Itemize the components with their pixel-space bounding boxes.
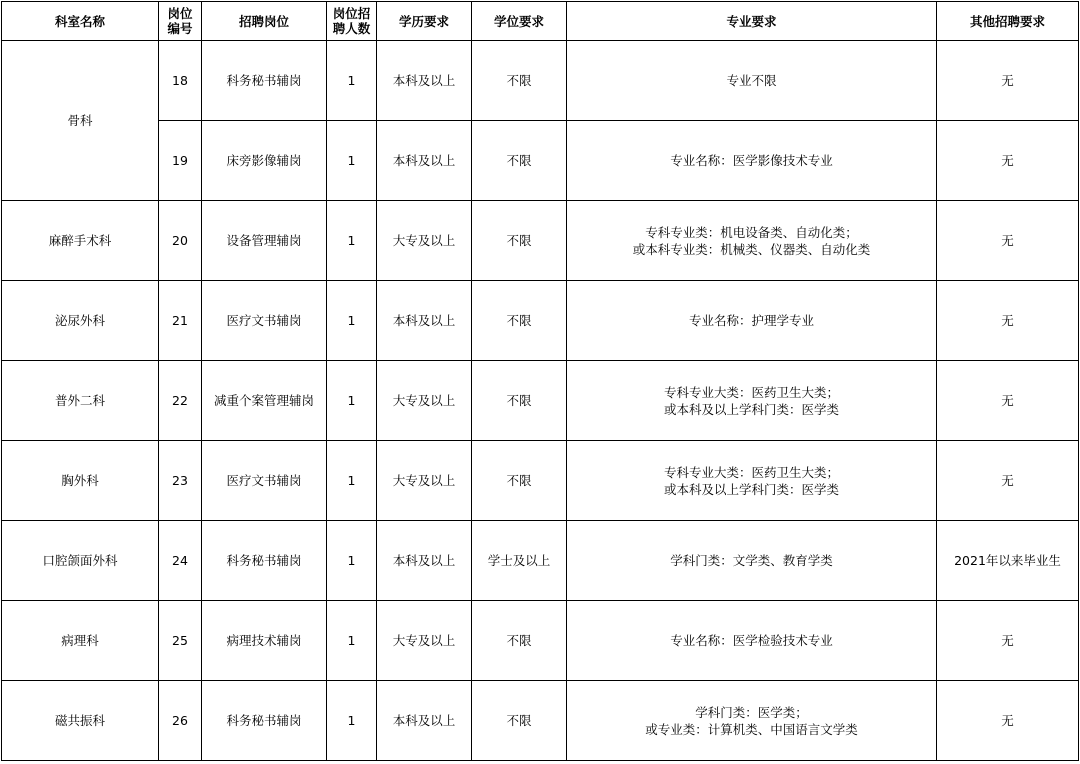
cell-code: 19 [159, 121, 202, 201]
cell-position: 医疗文书辅岗 [202, 441, 327, 521]
cell-count: 1 [327, 441, 377, 521]
table-row [2, 681, 1079, 761]
table-row [2, 121, 1079, 201]
cell-education: 大专及以上 [377, 601, 472, 681]
cell-degree: 不限 [472, 681, 567, 761]
cell-other: 无 [937, 441, 1079, 521]
cell-major: 专业名称：医学检验技术专业 [567, 601, 937, 681]
cell-degree: 不限 [472, 121, 567, 201]
cell-dept: 口腔颌面外科 [2, 521, 159, 601]
cell-other: 无 [937, 601, 1079, 681]
cell-education: 本科及以上 [377, 521, 472, 601]
cell-major: 专科专业大类：医药卫生大类； 或本科及以上学科门类：医学类 [567, 361, 937, 441]
cell-other: 无 [937, 281, 1079, 361]
cell-code: 20 [159, 201, 202, 281]
cell-code: 21 [159, 281, 202, 361]
cell-position: 科务秘书辅岗 [202, 681, 327, 761]
cell-education: 本科及以上 [377, 41, 472, 121]
cell-count: 1 [327, 681, 377, 761]
cell-position: 床旁影像辅岗 [202, 121, 327, 201]
cell-count: 1 [327, 361, 377, 441]
table-row [2, 41, 1079, 121]
cell-education: 大专及以上 [377, 361, 472, 441]
cell-other: 无 [937, 121, 1079, 201]
cell-dept: 胸外科 [2, 441, 159, 521]
cell-dept: 泌尿外科 [2, 281, 159, 361]
cell-dept: 病理科 [2, 601, 159, 681]
table-row [2, 601, 1079, 681]
cell-dept: 麻醉手术科 [2, 201, 159, 281]
cell-degree: 不限 [472, 441, 567, 521]
cell-count: 1 [327, 41, 377, 121]
header-row [2, 2, 1079, 41]
cell-education: 本科及以上 [377, 281, 472, 361]
header-dept: 科室名称 [2, 2, 159, 41]
cell-dept: 磁共振科 [2, 681, 159, 761]
cell-other: 无 [937, 681, 1079, 761]
cell-degree: 不限 [472, 281, 567, 361]
cell-code: 25 [159, 601, 202, 681]
cell-degree: 不限 [472, 41, 567, 121]
header-count: 岗位招 聘人数 [327, 2, 377, 41]
cell-code: 24 [159, 521, 202, 601]
cell-education: 大专及以上 [377, 201, 472, 281]
cell-major: 学科门类：文学类、教育学类 [567, 521, 937, 601]
table-row [2, 361, 1079, 441]
header-major: 专业要求 [567, 2, 937, 41]
recruitment-table [1, 1, 1079, 761]
cell-education: 大专及以上 [377, 441, 472, 521]
cell-major: 学科门类：医学类； 或专业类：计算机类、中国语言文学类 [567, 681, 937, 761]
cell-degree: 不限 [472, 201, 567, 281]
cell-education: 本科及以上 [377, 121, 472, 201]
header-education: 学历要求 [377, 2, 472, 41]
cell-other: 无 [937, 361, 1079, 441]
header-degree: 学位要求 [472, 2, 567, 41]
cell-position: 科务秘书辅岗 [202, 41, 327, 121]
cell-code: 18 [159, 41, 202, 121]
table-row [2, 281, 1079, 361]
cell-dept: 骨科 [2, 41, 159, 201]
table-row [2, 201, 1079, 281]
cell-major: 专业名称：护理学专业 [567, 281, 937, 361]
table-row [2, 521, 1079, 601]
cell-dept: 普外二科 [2, 361, 159, 441]
cell-position: 医疗文书辅岗 [202, 281, 327, 361]
cell-degree: 学士及以上 [472, 521, 567, 601]
cell-education: 本科及以上 [377, 681, 472, 761]
cell-count: 1 [327, 601, 377, 681]
cell-count: 1 [327, 281, 377, 361]
cell-position: 减重个案管理辅岗 [202, 361, 327, 441]
cell-other: 无 [937, 41, 1079, 121]
cell-other: 无 [937, 201, 1079, 281]
cell-count: 1 [327, 201, 377, 281]
cell-count: 1 [327, 521, 377, 601]
header-position: 招聘岗位 [202, 2, 327, 41]
cell-count: 1 [327, 121, 377, 201]
cell-major: 专科专业大类：医药卫生大类； 或本科及以上学科门类：医学类 [567, 441, 937, 521]
cell-position: 设备管理辅岗 [202, 201, 327, 281]
cell-other: 2021年以来毕业生 [937, 521, 1079, 601]
cell-major: 专业不限 [567, 41, 937, 121]
header-code: 岗位 编号 [159, 2, 202, 41]
cell-major: 专业名称：医学影像技术专业 [567, 121, 937, 201]
cell-code: 23 [159, 441, 202, 521]
cell-major: 专科专业类：机电设备类、自动化类； 或本科专业类：机械类、仪器类、自动化类 [567, 201, 937, 281]
cell-position: 病理技术辅岗 [202, 601, 327, 681]
cell-degree: 不限 [472, 361, 567, 441]
cell-degree: 不限 [472, 601, 567, 681]
cell-code: 22 [159, 361, 202, 441]
header-other: 其他招聘要求 [937, 2, 1079, 41]
cell-code: 26 [159, 681, 202, 761]
cell-position: 科务秘书辅岗 [202, 521, 327, 601]
table-row [2, 441, 1079, 521]
